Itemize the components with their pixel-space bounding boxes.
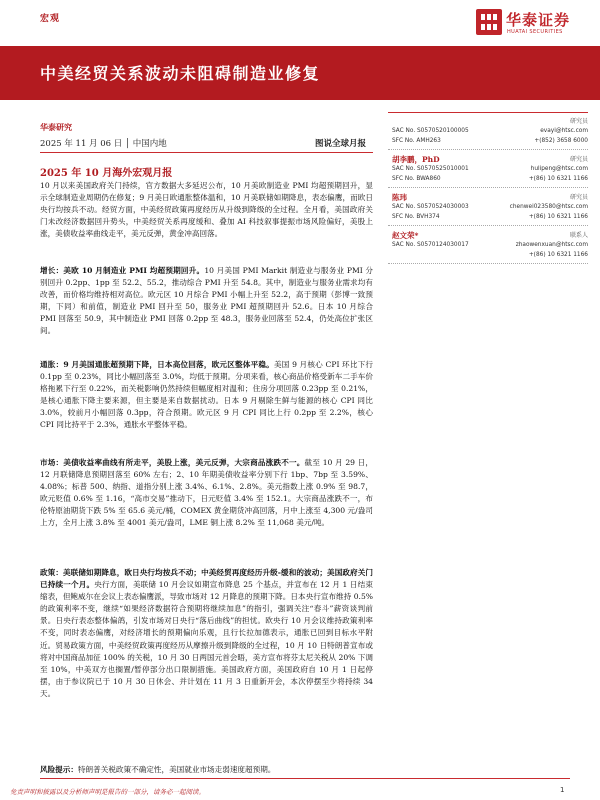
inflation-text: 美国 9 月核心 CPI 环比下行 0.1pp 至 0.23%，同比小幅回落至 3.0%，均低于预期。分项来看，核心商品价格受新车二手车价格拖累下行至 0.22%，而关税影响仍然持续但幅度相对温和；住房分项回落 0.23pp 至 0.21%，是核心通胀下降主要来源，但主要是来自数据扰动。日本 9 月剔除生鲜与能源的核心 CPI 同比 3.0%，较前月小幅回落 0.3pp，符合预期。欧元区 9 月 CPI 同比上行 0.2pp 至 2.2%，核心 CPI 同比持平于 2.3%，通胀水平整体平稳。 xyxy=(40,360,373,430)
huatai-logo-icon xyxy=(476,9,502,35)
report-dateline: 2025 年 11 月 06 日 │ 中国内地 xyxy=(40,139,167,149)
analyst-email[interactable]: evayi@htsc.com xyxy=(540,128,588,134)
analyst-sfc: SFC No. BWA860 xyxy=(392,176,441,182)
analyst-email[interactable]: zhaowenxuan@htsc.com xyxy=(515,242,588,248)
divider xyxy=(388,149,588,150)
analyst-name: 胡李鹏，PhD xyxy=(392,155,440,164)
analyst-sac: SAC No. S0570524030003 xyxy=(392,204,469,210)
inflation-lead: 通胀：9 月美国通胀超预期下降，日本高位回落，欧元区整体平稳。 xyxy=(40,360,274,369)
analyst-sfc: SFC No. BVH374 xyxy=(392,214,440,220)
growth-text: 10 月美国 PMI Markit 制造业与服务业 PMI 分别回升 0.2pp、1pp 至 52.2、55.2，推动综合 PMI 升至 54.8。其中，制造业与服务业需求均有改善，而价格均维持相对高位。欧元区 10 月综合 PMI 小幅上升至 52.2，高于预期（彭博一致预期，下同）和前值，制造业 PMI 回升至 50，服务业 PMI 超预期回升 52.6。日本 10 月综合 PMI 回落至 50.9，其中制造业 PMI 回落 0.2pp 至 48.3，服务业回落至 52.4，仍处高位扩张区间。 xyxy=(40,266,373,336)
divider xyxy=(388,263,588,264)
footer-divider xyxy=(40,778,570,779)
divider xyxy=(388,225,588,226)
divider xyxy=(388,187,588,188)
growth-lead: 增长：美欧 10 月制造业 PMI 均超预期回升。 xyxy=(40,266,205,275)
analyst-sac: SAC No. S0570124030017 xyxy=(392,242,469,248)
analyst-sfc: SFC No. AMH263 xyxy=(392,138,441,144)
report-category: 宏观 xyxy=(40,14,61,24)
intro-text: 10 月以来美国政府关门持续，官方数据大多延迟公布，10 月美欧制造业 PMI 均超预期回升，显示全球制造业周期仍在修复；9 月美日欧通胀整体温和，10 月美联储如期降息，表态偏鹰，而欧日央行均按兵不动。经贸方面，中美经贸政策再度经历从升级到降级的全过程。全月看，美国政府关门未改经济数据回升势头，中美经贸关系再度缓和、叠加 AI 科技叙事提振市场风险偏好，美股上涨，美债收益率曲线走平，美元反弹，黄金冲高回落。 xyxy=(40,181,373,239)
analyst-role: 联系人 xyxy=(569,232,588,239)
analyst-email[interactable]: hulipeng@htsc.com xyxy=(530,166,588,172)
analyst-role: 研究员 xyxy=(569,118,588,125)
report-title: 中美经贸关系波动未阻碍制造业修复 xyxy=(40,64,321,83)
main-heading: 2025 年 10 月海外宏观月报 xyxy=(40,168,173,179)
page-number: 1 xyxy=(560,786,565,794)
risk-text: 特朗普关税政策不确定性，美国就业市场走弱速度超预期。 xyxy=(77,765,276,774)
analyst-name: 赵文荣* xyxy=(392,231,419,240)
policy-text: 央行方面，美联储 10 月会议如期宣布降息 25 个基点，并宣布在 12 月 1 日结束缩表，但鲍威尔在会议上表态偏鹰派，导致市场对 12 月降息的预期下降。日本央行宣布维持 0.5% 的政策利率不变，继续“如果经济数据符合预期将继续加息”的指引，强调关注“春斗”薪资谈判前景。日央行表态整体偏鸽，引发市场对日央行“落后曲线”的担忧。欧央行 10 月会议维持政策利率不变，同时表态偏鹰，对经济增长的预期偏向乐观，且行长拉加德表示，通胀已回到目标水平附近。贸易政策方面，中美经贸政策再度经历从摩擦升级到降级的全过程，10 月 10 日特朗普宣布或将对中国商品加征 100% 的关税，10 月 30 日两国元首会晤，美方宣布将芬太尼关税从 20% 下调至 10%，中美双方也搁置/暂停部分出口限制措施。美国政府方面，美国政府自 10 月 1 日起停摆，由于参议院已于 10 月 30 日休会、并计划在 11 月 3 日重新开会，本次停摆至少将持续 34 天。 xyxy=(40,580,373,698)
analyst-card xyxy=(388,230,588,286)
market-lead: 市场：美债收益率曲线有所走平，美股上涨，美元反弹，大宗商品涨跌不一。 xyxy=(40,458,305,467)
policy-lead: 政策：美联储如期降息，欧日央行均按兵不动；中美经贸再度经历升级-缓和的波动；美国政府关门已持续一个月。 xyxy=(40,568,373,590)
logo-text-en: HUATAI SECURITIES xyxy=(507,29,563,35)
divider xyxy=(40,152,373,153)
market-paragraph xyxy=(40,457,373,530)
analyst-email[interactable]: chenwei023580@htsc.com xyxy=(509,204,588,210)
logo-text-cn: 华泰证券 xyxy=(506,11,571,29)
brand-logo xyxy=(476,7,586,43)
market-text: 截至 10 月 29 日，12 月联储降息预期回落至 60% 左右；2、10 年期美债收益率分别下行 1bp、7bp 至 3.59%、4.08%；标普 500、纳指、道指分别上涨 3.4%、6.1%、2.8%。美元指数上涨 0.9% 至 98.7，欧元贬值 0.6% 至 1.16，“高市交易”推动下，日元贬值 3.4% 至 152.1。大宗商品涨跌不一，布伦特原油期货下跌 5% 至 65.6 美元/桶，COMEX 黄金期货冲高回落，月中上涨至 4,300 元/盎司上方，全月上涨 3.8% 至 4001 美元/盎司，LME 铜上涨 8.2% 至 11,068 美元/吨。 xyxy=(40,458,373,528)
analyst-phone: +(852) 3658 6000 xyxy=(534,138,588,144)
analyst-sac: SAC No. S0570525010001 xyxy=(392,166,469,172)
analyst-role: 研究员 xyxy=(569,156,588,163)
analyst-phone: +(86) 10 6321 1166 xyxy=(528,214,588,220)
analyst-role: 研究员 xyxy=(569,194,588,201)
growth-paragraph xyxy=(40,265,373,338)
report-doc-type: 图说全球月报 xyxy=(315,139,367,149)
policy-paragraph xyxy=(40,567,373,700)
analyst-name: 陈玮 xyxy=(392,193,407,202)
intro-paragraph xyxy=(40,180,373,240)
inflation-paragraph xyxy=(40,359,373,432)
report-source: 华泰研究 xyxy=(40,122,72,132)
title-banner xyxy=(0,46,600,100)
analyst-phone: +(86) 10 6321 1166 xyxy=(528,252,588,258)
risk-lead: 风险提示： xyxy=(40,765,78,774)
divider xyxy=(388,112,588,113)
disclaimer-note: 免责声明和披露以及分析师声明是报告的一部分，请务必一起阅读。 xyxy=(10,788,205,796)
analyst-sac: SAC No. S0570520100005 xyxy=(392,128,469,134)
analyst-phone: +(86) 10 6321 1166 xyxy=(528,176,588,182)
risk-notice xyxy=(40,764,275,775)
